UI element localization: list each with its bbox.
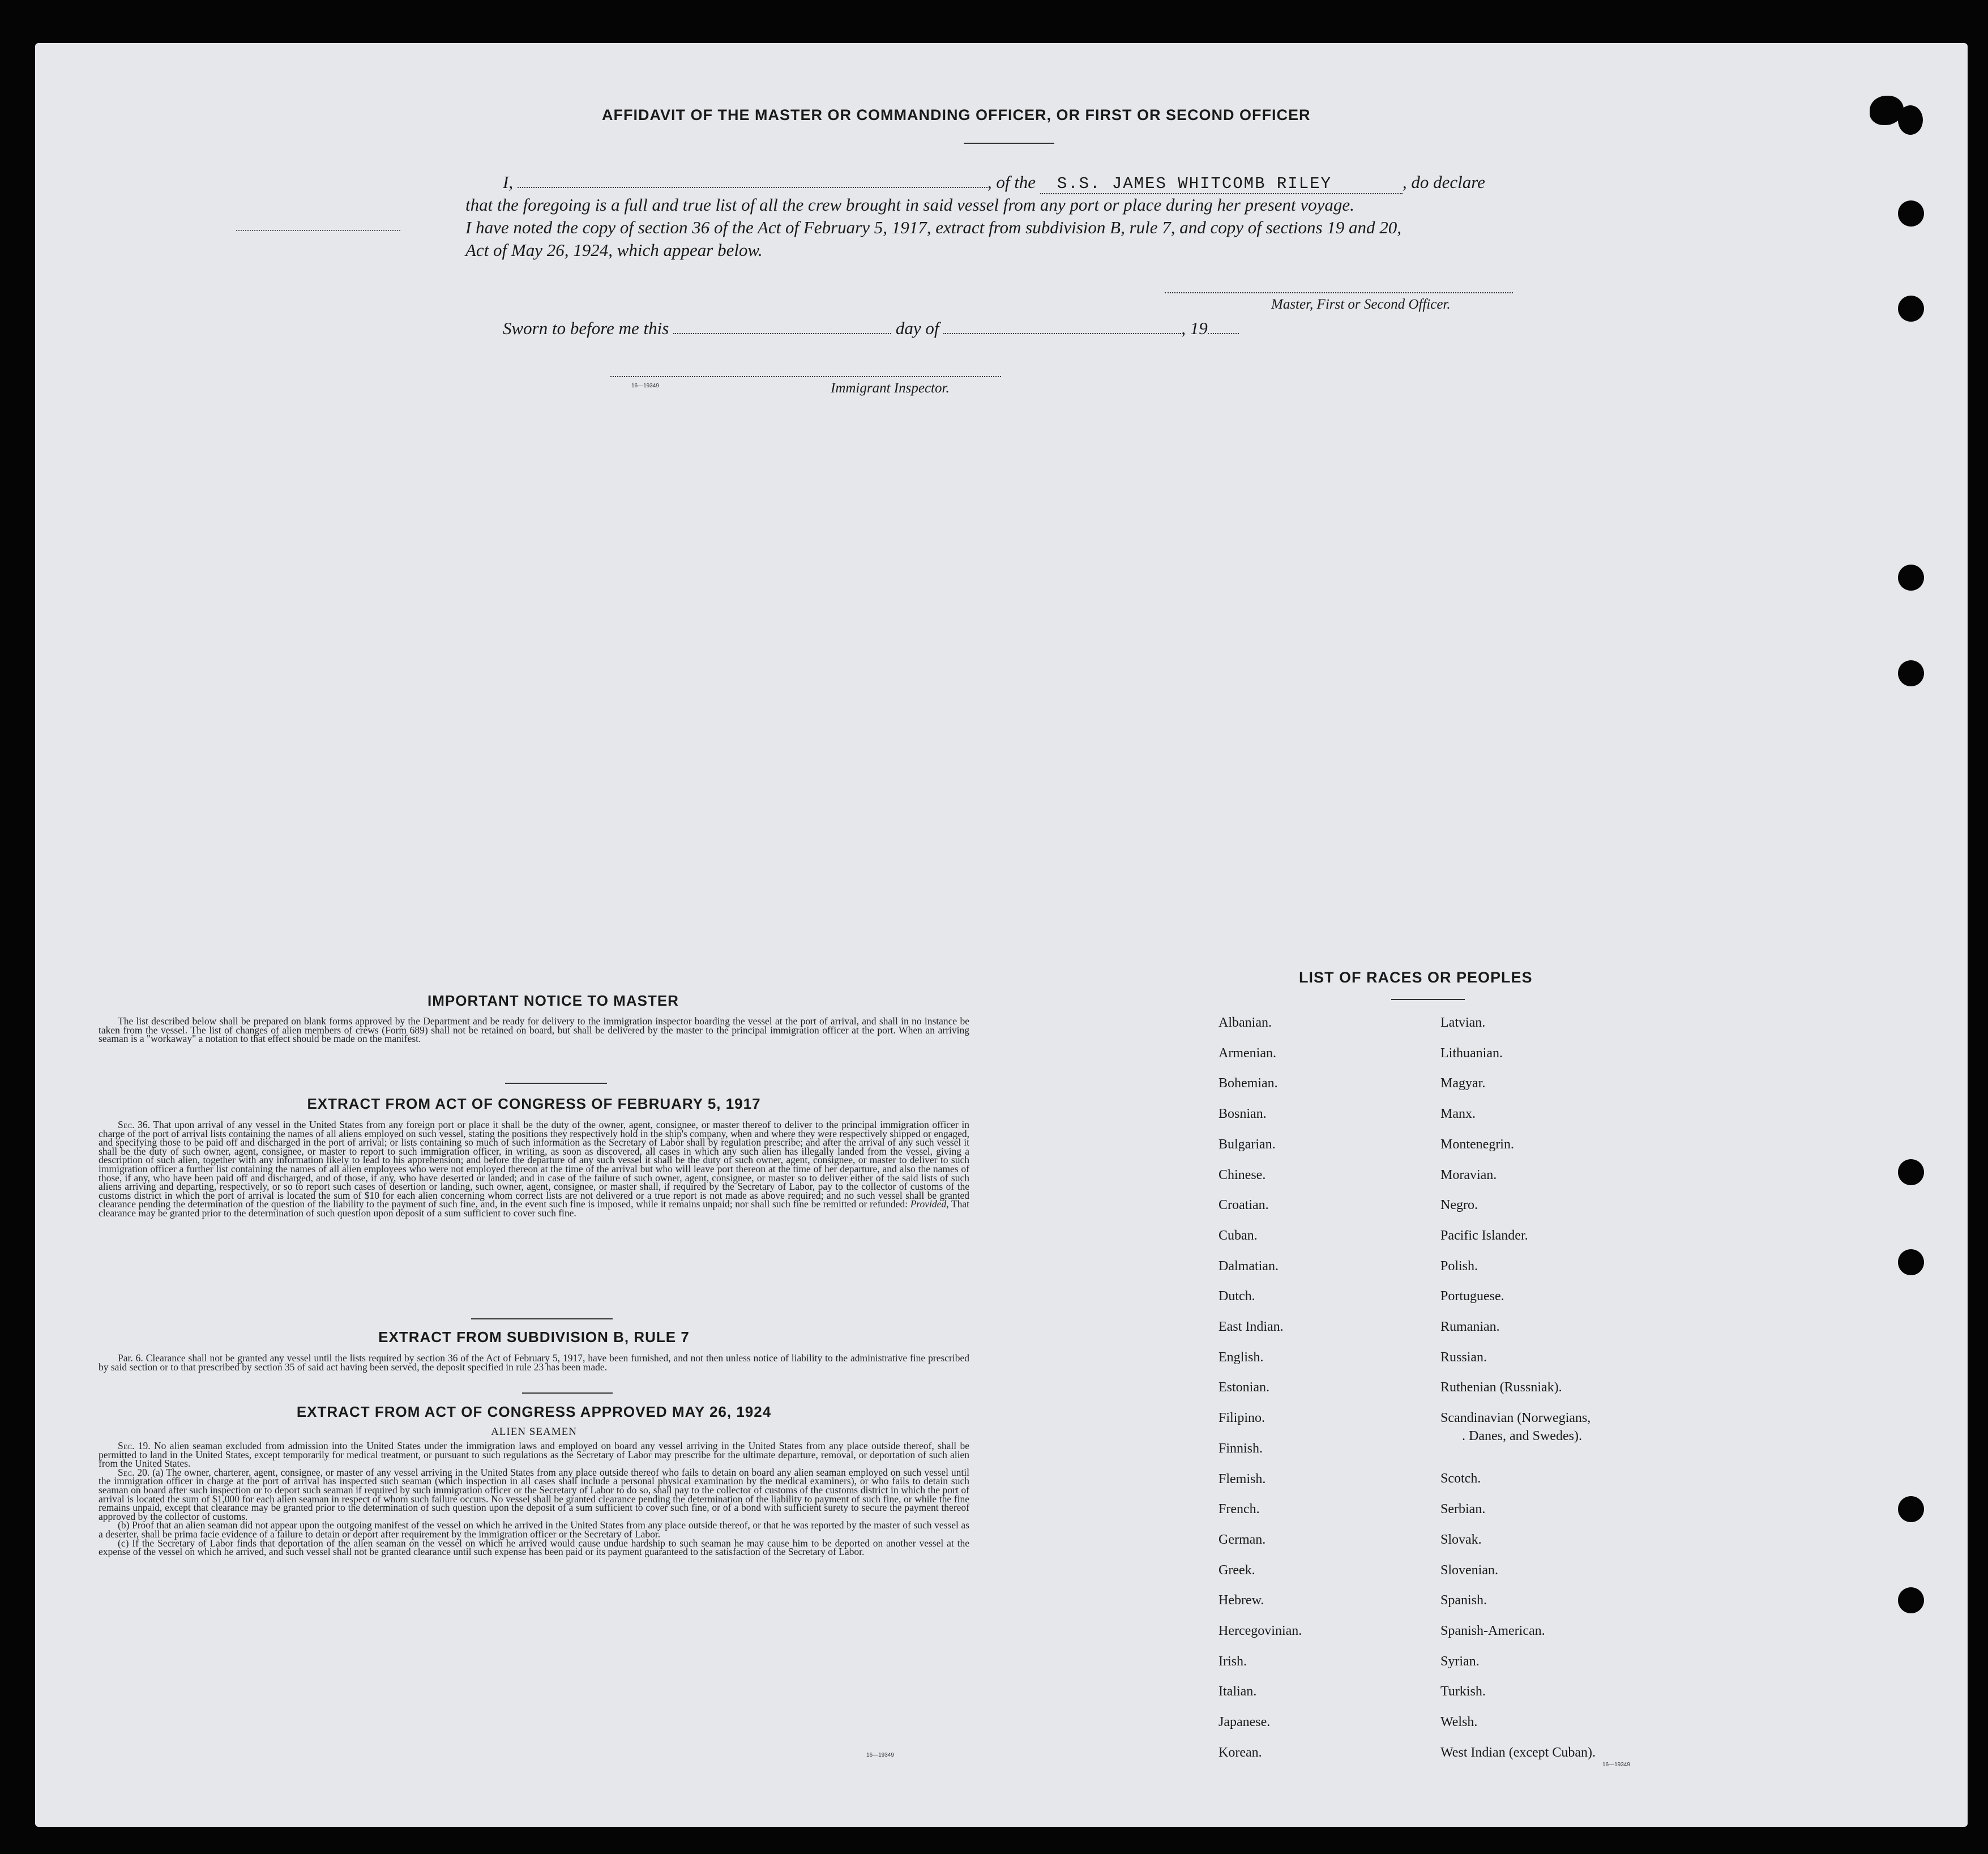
sworn-label: Sworn to before me this	[503, 318, 669, 338]
race-item: Finnish.	[1219, 1441, 1263, 1456]
proviso-label: Provided,	[910, 1198, 949, 1210]
race-item: Japanese.	[1219, 1715, 1271, 1729]
race-item: Korean.	[1219, 1745, 1262, 1760]
race-item: Albanian.	[1219, 1015, 1272, 1030]
race-item: Hercegovinian.	[1219, 1624, 1302, 1638]
sworn-year-field[interactable]	[1208, 333, 1239, 334]
race-item: English.	[1219, 1350, 1264, 1365]
race-item: Negro.	[1440, 1198, 1478, 1212]
alien-seamen-subtitle: ALIEN SEAMEN	[491, 1426, 577, 1438]
declaration-line-4: Act of May 26, 1924, which appear below.	[465, 240, 763, 260]
race-item: Magyar.	[1440, 1076, 1486, 1091]
vessel-name: S.S. JAMES WHITCOMB RILEY	[1057, 174, 1332, 193]
notice-paragraph: The list described below shall be prepared on blank forms approved by the Department and be ready for delivery to the immigration inspector boarding the vessel at the port of arrival, and shall in no instance be taken from the vessel. The list of changes of alien members of crews (Form 689) shall not be retained on board, but shall be delivered by the master to the principal immigration officer at the port. When an arriving seaman is a "workaway" a notation to that effect should be made on the manifest.	[99, 1015, 969, 1045]
margin-rule	[236, 230, 400, 231]
section-rule	[471, 1318, 613, 1319]
section-19-paragraph	[99, 1442, 969, 1468]
race-item: Italian.	[1219, 1684, 1257, 1699]
race-item: Cuban.	[1219, 1228, 1258, 1243]
punch-hole-icon	[1898, 1249, 1924, 1275]
title-rule	[1391, 999, 1465, 1000]
inspector-signature-field[interactable]	[610, 376, 1001, 377]
sworn-month-field[interactable]	[943, 333, 1181, 334]
race-item: West Indian (except Cuban).	[1440, 1745, 1596, 1760]
document-page	[35, 43, 1968, 1827]
rule-7-title: EXTRACT FROM SUBDIVISION B, RULE 7	[378, 1328, 690, 1345]
section-19-text: No alien seaman excluded from admission into the United States under the immigration laws and employed on board any vessel arriving in the United States from any place outside thereof, shall be permitted to land in the United States, except temporarily for medical treatment, or pursuant to such regulations as the Secretary of Labor may prescribe for the ultimate departure, removal, or deportation of such alien from the United States.	[99, 1440, 969, 1469]
declaration-line-3: I have noted the copy of section 36 of the Act of February 5, 1917, extract from subdivision B, rule 7, and copy of sections 19 and 20,	[465, 217, 1402, 237]
notice-text	[99, 1017, 969, 1044]
race-item: Ruthenian (Russniak).	[1440, 1380, 1562, 1395]
race-item: Polish.	[1440, 1259, 1478, 1274]
race-item: Moravian.	[1440, 1168, 1497, 1182]
race-item: Bohemian.	[1219, 1076, 1278, 1091]
affidavit-title: AFFIDAVIT OF THE MASTER OR COMMANDING OFFICER, OR FIRST OR SECOND OFFICER	[602, 106, 1311, 123]
section-rule	[505, 1083, 607, 1084]
race-item: Lithuanian.	[1440, 1046, 1503, 1061]
day-of-label: day of	[895, 318, 939, 338]
section-36-label: Sec. 36.	[118, 1119, 150, 1130]
race-item: Scandinavian (Norwegians,	[1440, 1411, 1591, 1425]
race-item: French.	[1219, 1502, 1260, 1516]
punch-hole-icon	[1898, 200, 1924, 227]
race-item: Slovenian.	[1440, 1563, 1498, 1578]
section-19-label: Sec. 19.	[118, 1440, 151, 1451]
extract-1917-title: EXTRACT FROM ACT OF CONGRESS OF FEBRUARY 5, 1917	[307, 1095, 761, 1112]
sworn-day-field[interactable]	[673, 333, 891, 334]
form-number: 16—19349	[1602, 1762, 1630, 1768]
declaration-line-1	[503, 172, 1485, 194]
race-item: Armenian.	[1219, 1046, 1276, 1061]
punch-hole-icon	[1898, 565, 1924, 591]
punch-hole-icon	[1898, 1159, 1924, 1185]
master-signature-field[interactable]	[1165, 292, 1513, 293]
form-number: 16—19349	[866, 1752, 894, 1758]
race-item: Irish.	[1219, 1654, 1247, 1669]
section-20-label: Sec. 20.	[118, 1466, 150, 1478]
race-item: Serbian.	[1440, 1502, 1486, 1516]
race-item: Bosnian.	[1219, 1107, 1267, 1121]
title-rule	[964, 143, 1054, 144]
race-item: Spanish-American.	[1440, 1624, 1545, 1638]
race-item: Portuguese.	[1440, 1289, 1504, 1304]
section-20a-paragraph	[99, 1468, 969, 1522]
race-item: Dutch.	[1219, 1289, 1255, 1304]
race-item: Montenegrin.	[1440, 1137, 1514, 1152]
punch-hole-icon	[1898, 1496, 1924, 1522]
section-20c-paragraph: (c) If the Secretary of Labor finds that deportation of the alien seaman on the vessel on which he arrived would cause undue hardship to such seaman he may cause him to be deported on another vessel at the expense of the vessel on which he arrived, and such vessel shall not be granted clearance until such expense has been paid or its payment guaranteed to the satisfaction of the Secretary of Labor.	[99, 1537, 969, 1558]
race-item: Spanish.	[1440, 1593, 1487, 1608]
proviso-text: That clearance may be granted prior to the determination of such question upon deposit of a sum sufficient to cover such fine.	[99, 1198, 970, 1219]
do-declare-label: , do declare	[1402, 172, 1485, 192]
race-item: German.	[1219, 1532, 1266, 1547]
race-item: Greek.	[1219, 1563, 1255, 1578]
race-item: Pacific Islander.	[1440, 1228, 1528, 1243]
master-caption: Master, First or Second Officer.	[1271, 297, 1451, 312]
race-item: Dalmatian.	[1219, 1259, 1279, 1274]
sworn-line	[503, 318, 1239, 339]
year-label: , 19	[1181, 318, 1208, 338]
race-item: Filipino.	[1219, 1411, 1266, 1425]
vessel-name-field[interactable]	[1040, 172, 1403, 194]
of-the-label: , of the	[987, 172, 1036, 192]
races-title: LIST OF RACES OR PEOPLES	[1299, 969, 1533, 986]
race-item: Bulgarian.	[1219, 1137, 1276, 1152]
extract-1924-text	[99, 1442, 969, 1557]
extract-1917-text	[99, 1121, 969, 1218]
race-item: Latvian.	[1440, 1015, 1486, 1030]
race-item: Syrian.	[1440, 1654, 1480, 1669]
race-item: Welsh.	[1440, 1715, 1478, 1729]
race-item: Hebrew.	[1219, 1593, 1264, 1608]
race-item: Russian.	[1440, 1350, 1487, 1365]
section-36-text: That upon arrival of any vessel in the United States from any foreign port or place it shall be the duty of the owner, agent, consignee, or master thereof to deliver to the principal immigration officer in charge of the port of arrival lists containing the names of all aliens employed on such vessel, stating the positions they respectively hold in the ship's company, when and where they were respectively shipped or engaged, and specifying those to be paid off and discharged in the port of arrival; or lists containing so much of such information as the Secretary of Labor shall by regulation prescribe; and after the arrival of any such vessel it shall be the duty of such owner, agent, consignee, or master to report to such immigration officer, in writing, as soon as discovered, all cases in which any such alien has illegally landed from the vessel, giving a description of such alien, together with any information likely to lead to his apprehension; and before the departure of any such vessel it shall be the duty of such owner, agent, consignee, or master to deliver to such immigration officer a further list containing the names of all alien employees who were not employed thereon at the time of the arrival but who will leave port thereon at the time of her departure, and also the names of those, if any, who have been paid off and discharged, and of those, if any, who have deserted or landed; and in case of the failure of such owner, agent, consignee, or master so to deliver either of the said lists of such aliens arriving and departing, respectively, or so to report such cases of desertion or landing, such owner, agent, consignee, or master shall, if required by the Secretary of Labor, pay to the collector of customs of the customs district in which the port of arrival is located the sum of $10 for each alien concerning whom correct lists are not delivered or a true report is not made as above required; and no such vessel shall be granted clearance pending the determination of the question of the liability to the payment of such fine, and, in the event such fine is imposed, while it remains unpaid; nor shall such fine be remitted or refunded:	[99, 1119, 969, 1210]
rule-7-text	[99, 1354, 969, 1372]
race-item: Estonian.	[1219, 1380, 1269, 1395]
declaration-line-2: that the foregoing is a full and true list of all the crew brought in said vessel from any port or place during her present voyage.	[465, 195, 1354, 215]
rule-7-paragraph: Par. 6. Clearance shall not be granted any vessel until the lists required by section 36 of the Act of February 5, 1917, have been furnished, and not then unless notice of liability to the administrative fine prescribed by said section or to that prescribed by section 35 of said act having been served, the deposit specified in rule 23 has been made.	[99, 1352, 969, 1373]
race-item: Chinese.	[1219, 1168, 1266, 1182]
section-20b-paragraph: (b) Proof that an alien seaman did not appear upon the outgoing manifest of the vessel on which he arrived in the United States from any place outside thereof, or that he was reported by the master of such vessel as a deserter, shall be prima facie evidence of a failure to detain or deport after requirement by the immigration officer or the Secretary of Labor.	[99, 1519, 969, 1540]
race-item: . Danes, and Swedes).	[1462, 1429, 1582, 1443]
race-item: Manx.	[1440, 1107, 1476, 1121]
section-20a-text: (a) The owner, charterer, agent, consignee, or master of any vessel arriving in the United States from any place outside thereof who fails to detain on board any alien seaman employed on such vessel until the immigration officer in charge at the port of arrival has inspected such seaman (which inspection in all cases shall include a personal physical examination by the medical examiners), or who fails to detain such seaman on board after such inspection or to deport such seaman if required by such immigration officer or the Secretary of Labor to do so, shall pay to the collector of customs of the customs district in which the port of arrival is located the sum of $1,000 for each alien seaman in respect of whom such failure occurs. No vessel shall be granted clearance pending the determination of the liability to payment of such fine, or while the fine remains unpaid, except that clearance may be granted prior to the determination of such question upon the deposit of a sum sufficient to cover such fine, or of a bond with sufficient surety to secure the payment thereof approved by the collector of customs.	[99, 1466, 970, 1522]
form-number: 16—19349	[631, 383, 659, 389]
inspector-caption: Immigrant Inspector.	[831, 381, 950, 396]
race-item: Flemish.	[1219, 1472, 1266, 1486]
extract-1924-title: EXTRACT FROM ACT OF CONGRESS APPROVED MAY 26, 1924	[296, 1403, 772, 1420]
race-item: Rumanian.	[1440, 1319, 1500, 1334]
race-item: Turkish.	[1440, 1684, 1486, 1699]
officer-name-field[interactable]	[518, 187, 987, 188]
section-rule	[522, 1392, 613, 1394]
punch-hole-icon	[1898, 296, 1924, 322]
i-label: I,	[503, 172, 514, 192]
punch-hole-icon	[1898, 660, 1924, 686]
race-item: Croatian.	[1219, 1198, 1269, 1212]
race-item: Scotch.	[1440, 1471, 1481, 1486]
race-item: Slovak.	[1440, 1532, 1482, 1547]
notice-title: IMPORTANT NOTICE TO MASTER	[427, 992, 679, 1009]
race-item: East Indian.	[1219, 1319, 1284, 1334]
section-36-paragraph	[99, 1121, 969, 1218]
punch-hole-icon	[1898, 1587, 1924, 1613]
